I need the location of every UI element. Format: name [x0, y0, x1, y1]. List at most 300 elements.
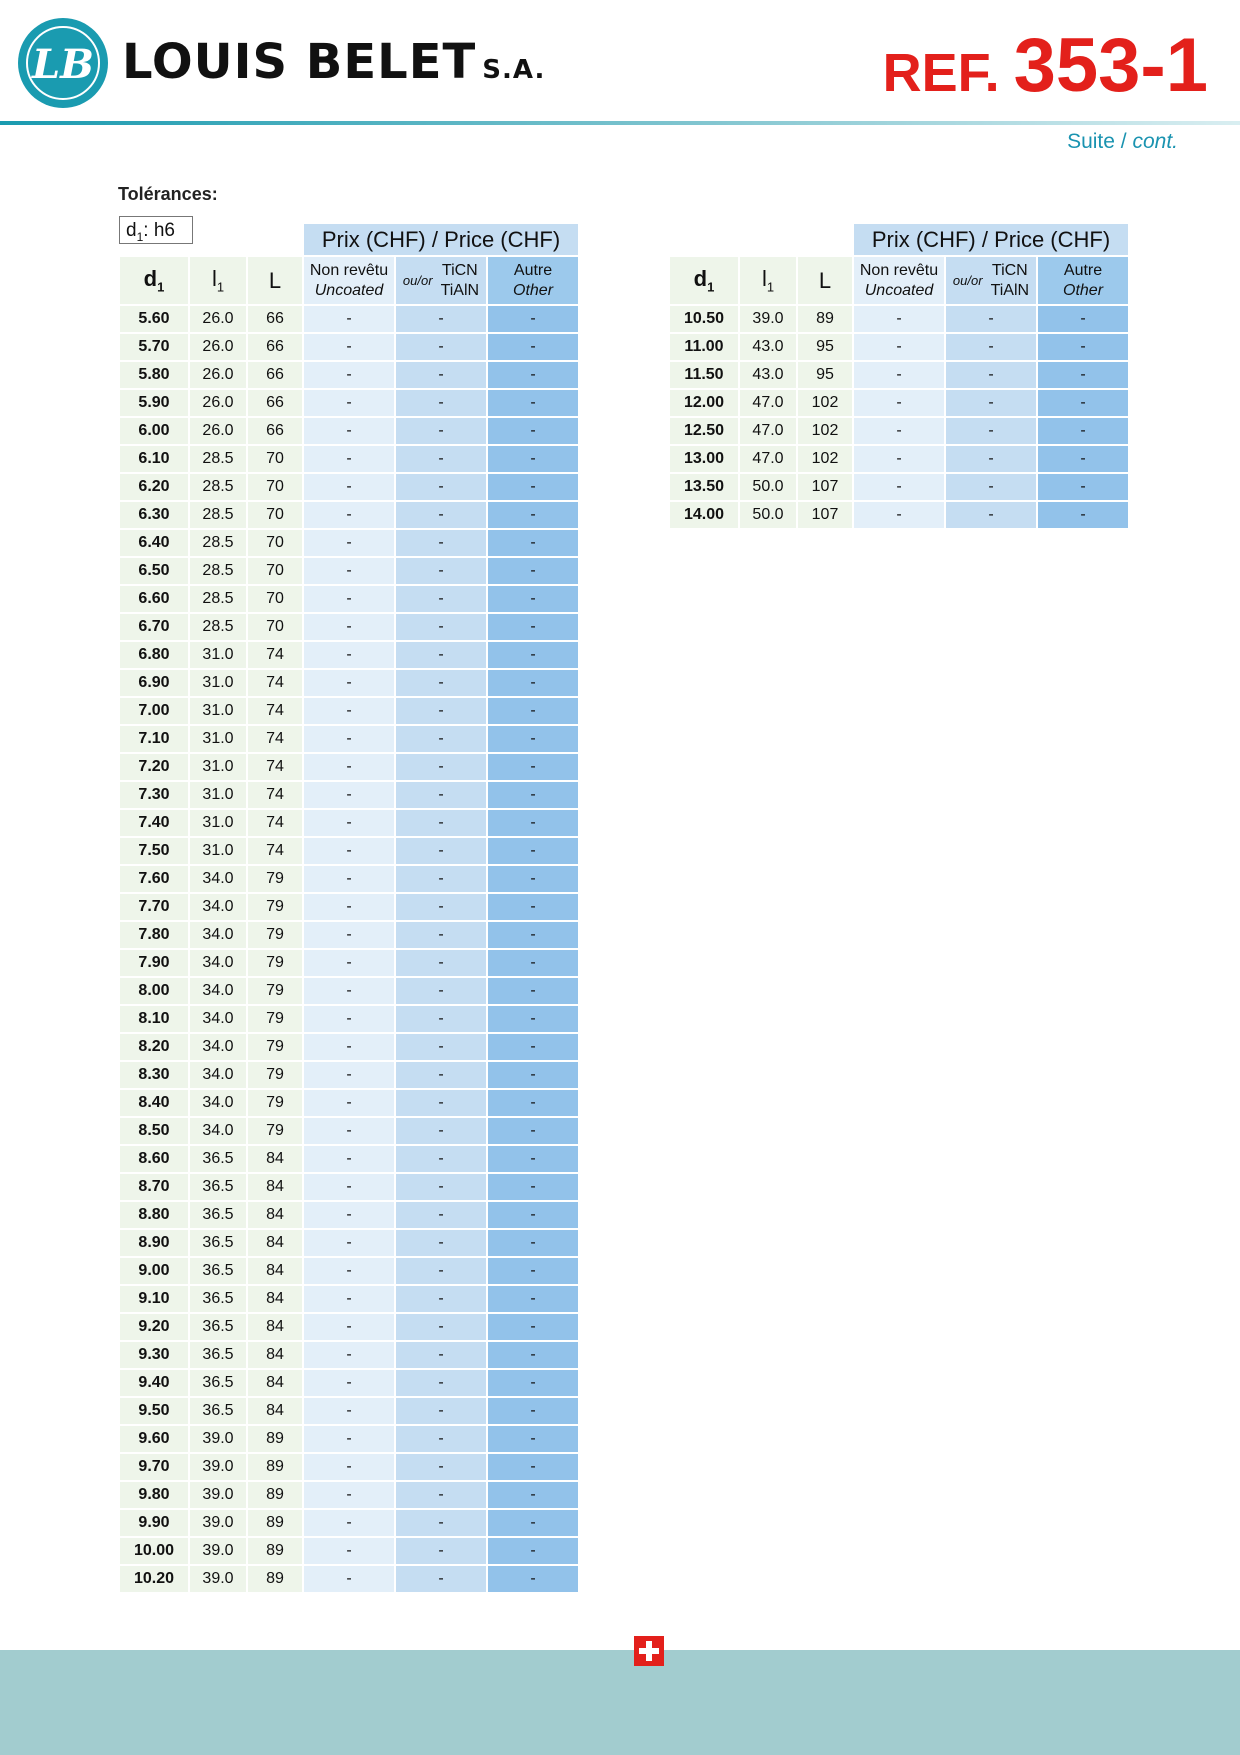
cell-price-other: -: [1038, 502, 1128, 528]
cell-l1: 31.0: [190, 726, 246, 752]
cell-price-coated: -: [396, 474, 486, 500]
cell-d1: 6.30: [120, 502, 188, 528]
cell-price-uncoated: -: [304, 726, 394, 752]
cell-price-uncoated: -: [304, 978, 394, 1004]
cell-price-coated: -: [946, 502, 1036, 528]
cell-price-coated: -: [396, 1566, 486, 1592]
cell-price-uncoated: -: [304, 782, 394, 808]
cell-l1: 31.0: [190, 782, 246, 808]
cell-price-coated: -: [396, 838, 486, 864]
cell-L: 84: [248, 1146, 302, 1172]
cell-price-uncoated: -: [304, 1034, 394, 1060]
table-row: [120, 306, 578, 332]
cell-price-uncoated: -: [304, 1398, 394, 1424]
cell-price-coated: -: [396, 1538, 486, 1564]
cell-price-uncoated: -: [304, 390, 394, 416]
cell-price-other: -: [488, 1370, 578, 1396]
cell-l1: 43.0: [740, 362, 796, 388]
cell-price-other: -: [488, 1258, 578, 1284]
cell-d1: 5.80: [120, 362, 188, 388]
table-row: [120, 978, 578, 1004]
price-header: Prix (CHF) / Price (CHF): [304, 224, 578, 255]
cell-price-uncoated: -: [304, 1426, 394, 1452]
cell-d1: 8.00: [120, 978, 188, 1004]
table-row: [120, 1146, 578, 1172]
cell-L: 84: [248, 1174, 302, 1200]
cell-price-uncoated: -: [304, 810, 394, 836]
cell-L: 79: [248, 978, 302, 1004]
cell-price-coated: -: [946, 390, 1036, 416]
cell-d1: 9.10: [120, 1286, 188, 1312]
dimension-table-right: [668, 222, 1130, 530]
table-row: [670, 502, 1128, 528]
cell-d1: 9.00: [120, 1258, 188, 1284]
ref-prefix: REF.: [882, 43, 1000, 103]
table-row: [120, 390, 578, 416]
suite-separator: /: [1114, 130, 1133, 153]
cell-l1: 26.0: [190, 306, 246, 332]
cell-L: 79: [248, 1034, 302, 1060]
l1-sub: 1: [216, 279, 225, 295]
cell-d1: 11.00: [670, 334, 738, 360]
cell-L: 79: [248, 1006, 302, 1032]
cell-price-uncoated: -: [304, 446, 394, 472]
cell-d1: 6.80: [120, 642, 188, 668]
cell-price-coated: -: [396, 390, 486, 416]
table-row: [120, 418, 578, 444]
cell-price-coated: -: [946, 446, 1036, 472]
cell-price-other: -: [488, 306, 578, 332]
cell-price-uncoated: -: [304, 334, 394, 360]
cell-L: 89: [798, 306, 852, 332]
cell-price-other: -: [488, 1062, 578, 1088]
cell-d1: 10.00: [120, 1538, 188, 1564]
cell-d1: 9.40: [120, 1370, 188, 1396]
column-header-other: [488, 257, 578, 304]
table-row: [120, 866, 578, 892]
table-row: [120, 1482, 578, 1508]
cell-l1: 26.0: [190, 362, 246, 388]
cell-price-other: -: [488, 1034, 578, 1060]
table-row: [120, 1090, 578, 1116]
logo-mark: [18, 18, 108, 108]
cell-l1: 26.0: [190, 390, 246, 416]
cell-price-other: -: [488, 362, 578, 388]
cell-price-other: -: [1038, 334, 1128, 360]
cell-price-coated: -: [396, 1454, 486, 1480]
cell-l1: 34.0: [190, 1090, 246, 1116]
cell-price-coated: -: [396, 446, 486, 472]
cell-price-coated: -: [946, 362, 1036, 388]
company-logo: [18, 18, 108, 108]
cell-price-coated: -: [396, 726, 486, 752]
l1-symbol: l: [211, 266, 217, 292]
cell-price-coated: -: [396, 418, 486, 444]
cell-d1: 5.70: [120, 334, 188, 360]
footer-band: [0, 1650, 1240, 1755]
cell-d1: 13.50: [670, 474, 738, 500]
cell-l1: 36.5: [190, 1258, 246, 1284]
cell-price-other: -: [488, 418, 578, 444]
cell-price-coated: -: [396, 586, 486, 612]
cell-l1: 34.0: [190, 1062, 246, 1088]
cell-price-uncoated: -: [854, 474, 944, 500]
cell-l1: 39.0: [190, 1510, 246, 1536]
cell-d1: 7.60: [120, 866, 188, 892]
cell-l1: 36.5: [190, 1286, 246, 1312]
column-header-other: [1038, 257, 1128, 304]
cell-price-coated: -: [396, 1370, 486, 1396]
table-row: [120, 334, 578, 360]
cell-d1: 8.80: [120, 1202, 188, 1228]
cell-L: 84: [248, 1342, 302, 1368]
cell-L: 102: [798, 418, 852, 444]
cell-d1: 10.50: [670, 306, 738, 332]
cell-price-uncoated: -: [854, 418, 944, 444]
cell-L: 79: [248, 922, 302, 948]
cell-price-coated: -: [396, 1174, 486, 1200]
cell-price-coated: -: [396, 1258, 486, 1284]
cell-d1: 12.00: [670, 390, 738, 416]
cell-d1: 7.40: [120, 810, 188, 836]
cell-L: 84: [248, 1370, 302, 1396]
cell-d1: 13.00: [670, 446, 738, 472]
cell-d1: 9.20: [120, 1314, 188, 1340]
cell-l1: 36.5: [190, 1230, 246, 1256]
cell-d1: 6.60: [120, 586, 188, 612]
tolerance-symbol: d: [126, 220, 137, 241]
cell-d1: 8.50: [120, 1118, 188, 1144]
cell-price-other: -: [488, 754, 578, 780]
cell-price-uncoated: -: [304, 1090, 394, 1116]
cell-L: 79: [248, 1118, 302, 1144]
table-row: [120, 1174, 578, 1200]
table-row: [670, 418, 1128, 444]
cell-L: 66: [248, 362, 302, 388]
table-row: [120, 1006, 578, 1032]
cell-L: 70: [248, 558, 302, 584]
cell-d1: 7.00: [120, 698, 188, 724]
cell-L: 66: [248, 306, 302, 332]
cell-L: 70: [248, 446, 302, 472]
cell-price-coated: -: [396, 1286, 486, 1312]
cell-L: 107: [798, 474, 852, 500]
cell-price-other: -: [488, 446, 578, 472]
other-en: Other: [513, 281, 554, 299]
cell-L: 66: [248, 418, 302, 444]
cell-price-other: -: [488, 698, 578, 724]
suite-en: cont.: [1132, 130, 1178, 153]
cell-price-coated: -: [396, 1342, 486, 1368]
cell-price-coated: -: [396, 894, 486, 920]
company-name: [122, 34, 545, 90]
cell-price-other: -: [488, 1426, 578, 1452]
cell-price-other: -: [488, 1118, 578, 1144]
cell-l1: 31.0: [190, 754, 246, 780]
cell-l1: 39.0: [190, 1538, 246, 1564]
table-row: [120, 586, 578, 612]
cell-l1: 36.5: [190, 1146, 246, 1172]
table-row: [670, 306, 1128, 332]
cell-l1: 50.0: [740, 474, 796, 500]
cell-l1: 31.0: [190, 810, 246, 836]
cell-l1: 36.5: [190, 1174, 246, 1200]
cell-L: 79: [248, 950, 302, 976]
cell-price-other: -: [488, 978, 578, 1004]
cell-price-coated: -: [396, 670, 486, 696]
cell-price-uncoated: -: [304, 922, 394, 948]
table-row: [120, 1566, 578, 1592]
tolerances-label: Tolérances:: [118, 184, 218, 204]
uncoated-fr: Non revêtu: [309, 261, 389, 279]
cell-l1: 47.0: [740, 418, 796, 444]
cell-price-coated: -: [396, 558, 486, 584]
suite-fr: Suite: [1067, 130, 1115, 153]
table-row: [120, 1230, 578, 1256]
table-row: [120, 698, 578, 724]
cell-L: 79: [248, 1090, 302, 1116]
cell-price-other: -: [488, 390, 578, 416]
cell-L: 102: [798, 390, 852, 416]
cell-l1: 28.5: [190, 614, 246, 640]
cell-L: 74: [248, 670, 302, 696]
cell-l1: 31.0: [190, 642, 246, 668]
cell-l1: 34.0: [190, 950, 246, 976]
cell-price-other: -: [488, 1146, 578, 1172]
cell-price-uncoated: -: [304, 894, 394, 920]
cell-l1: 34.0: [190, 866, 246, 892]
d1-symbol: d: [143, 266, 158, 292]
cell-l1: 36.5: [190, 1202, 246, 1228]
cell-l1: 36.5: [190, 1342, 246, 1368]
d1-sub: 1: [707, 279, 715, 295]
cell-L: 84: [248, 1258, 302, 1284]
cell-price-coated: -: [396, 1230, 486, 1256]
table-row: [120, 474, 578, 500]
cell-price-other: -: [488, 1286, 578, 1312]
continued-label: [1067, 130, 1178, 154]
cell-d1: 5.90: [120, 390, 188, 416]
cell-l1: 28.5: [190, 586, 246, 612]
cell-price-coated: -: [396, 530, 486, 556]
cell-d1: 8.70: [120, 1174, 188, 1200]
ou-or-label: ou/or: [402, 272, 433, 288]
cell-d1: 7.90: [120, 950, 188, 976]
cell-price-uncoated: -: [304, 502, 394, 528]
cell-price-other: -: [488, 1454, 578, 1480]
cell-L: 74: [248, 698, 302, 724]
table-row: [120, 1202, 578, 1228]
cell-L: 74: [248, 726, 302, 752]
cell-l1: 47.0: [740, 390, 796, 416]
cell-L: 89: [248, 1510, 302, 1536]
cell-price-other: -: [488, 922, 578, 948]
cell-l1: 28.5: [190, 502, 246, 528]
cell-price-other: -: [488, 558, 578, 584]
uncoated-fr: Non revêtu: [859, 261, 939, 279]
cell-L: 70: [248, 474, 302, 500]
cell-l1: 31.0: [190, 838, 246, 864]
cell-price-uncoated: -: [304, 670, 394, 696]
table-row: [120, 754, 578, 780]
table-body-left: [120, 306, 578, 1592]
cell-L: 89: [248, 1566, 302, 1592]
cell-price-uncoated: -: [854, 362, 944, 388]
other-fr: Autre: [513, 261, 553, 279]
column-header-l1: [740, 257, 796, 304]
cell-L: 84: [248, 1286, 302, 1312]
cell-l1: 28.5: [190, 530, 246, 556]
cell-price-other: -: [488, 1006, 578, 1032]
cell-price-uncoated: -: [304, 418, 394, 444]
table-row: [120, 1426, 578, 1452]
cell-price-other: -: [1038, 306, 1128, 332]
cell-l1: 43.0: [740, 334, 796, 360]
cell-L: 89: [248, 1426, 302, 1452]
cell-d1: 7.50: [120, 838, 188, 864]
cell-L: 79: [248, 866, 302, 892]
table-row: [120, 362, 578, 388]
column-header-d1: [120, 257, 188, 304]
cell-d1: 6.50: [120, 558, 188, 584]
cell-L: 95: [798, 334, 852, 360]
cell-price-coated: -: [946, 418, 1036, 444]
cell-d1: 12.50: [670, 418, 738, 444]
cell-l1: 31.0: [190, 698, 246, 724]
table-row: [670, 474, 1128, 500]
cell-price-other: -: [488, 838, 578, 864]
cell-price-coated: -: [396, 866, 486, 892]
cell-price-coated: -: [396, 334, 486, 360]
cell-l1: 36.5: [190, 1314, 246, 1340]
table-row: [120, 782, 578, 808]
cell-L: 74: [248, 754, 302, 780]
table-body-right: [670, 306, 1128, 528]
l1-sub: 1: [766, 279, 775, 295]
table-row: [120, 502, 578, 528]
cell-d1: 8.60: [120, 1146, 188, 1172]
table-row: [120, 1258, 578, 1284]
table-row: [120, 1342, 578, 1368]
cell-price-uncoated: -: [304, 1482, 394, 1508]
table-row: [120, 838, 578, 864]
cell-price-other: -: [488, 586, 578, 612]
column-header-L: L: [798, 257, 852, 304]
cell-d1: 7.20: [120, 754, 188, 780]
cell-price-other: -: [488, 1398, 578, 1424]
cell-l1: 36.5: [190, 1398, 246, 1424]
cell-price-uncoated: -: [304, 1118, 394, 1144]
table-row: [670, 362, 1128, 388]
cell-d1: 8.40: [120, 1090, 188, 1116]
cell-price-uncoated: -: [304, 698, 394, 724]
cell-price-other: -: [488, 1482, 578, 1508]
cell-l1: 39.0: [190, 1426, 246, 1452]
cell-price-coated: -: [396, 1006, 486, 1032]
cell-d1: 6.90: [120, 670, 188, 696]
cell-L: 89: [248, 1482, 302, 1508]
cell-L: 79: [248, 894, 302, 920]
table-row: [120, 558, 578, 584]
cell-price-uncoated: -: [304, 642, 394, 668]
table-row: [120, 1398, 578, 1424]
company-suffix: S.A.: [482, 55, 546, 85]
cell-L: 70: [248, 586, 302, 612]
cell-price-other: -: [1038, 446, 1128, 472]
cell-l1: 34.0: [190, 894, 246, 920]
cell-d1: 9.80: [120, 1482, 188, 1508]
cell-L: 107: [798, 502, 852, 528]
cell-d1: 14.00: [670, 502, 738, 528]
d1-sub: 1: [157, 279, 165, 295]
cell-price-uncoated: -: [304, 362, 394, 388]
table-row: [120, 1062, 578, 1088]
cell-price-other: -: [1038, 474, 1128, 500]
cell-L: 95: [798, 362, 852, 388]
cell-price-uncoated: -: [304, 1146, 394, 1172]
cell-L: 70: [248, 614, 302, 640]
cell-price-coated: -: [396, 1118, 486, 1144]
table-row: [120, 922, 578, 948]
table-row: [120, 1034, 578, 1060]
cell-price-coated: -: [396, 502, 486, 528]
d1-symbol: d: [693, 266, 708, 292]
cell-price-uncoated: -: [304, 950, 394, 976]
table-row: [120, 894, 578, 920]
cell-d1: 10.20: [120, 1566, 188, 1592]
cell-l1: 36.5: [190, 1370, 246, 1396]
cell-d1: 8.20: [120, 1034, 188, 1060]
cell-price-other: -: [488, 1202, 578, 1228]
table-row: [120, 642, 578, 668]
table-row: [670, 390, 1128, 416]
cell-d1: 8.30: [120, 1062, 188, 1088]
reference-number: [883, 22, 1208, 109]
cell-price-uncoated: -: [304, 1538, 394, 1564]
table-row: [120, 1454, 578, 1480]
cell-price-uncoated: -: [304, 1370, 394, 1396]
cell-price-other: -: [1038, 418, 1128, 444]
cell-price-coated: -: [946, 474, 1036, 500]
cell-price-coated: -: [946, 334, 1036, 360]
column-header-uncoated: [304, 257, 394, 304]
cell-price-other: -: [488, 1174, 578, 1200]
table-row: [120, 1538, 578, 1564]
cell-price-coated: -: [396, 1034, 486, 1060]
cell-d1: 9.50: [120, 1398, 188, 1424]
cell-L: 84: [248, 1314, 302, 1340]
tialn-label: TiAlN: [440, 281, 480, 299]
column-header-l1: [190, 257, 246, 304]
cell-price-coated: -: [396, 978, 486, 1004]
cell-price-other: -: [488, 950, 578, 976]
cell-d1: 7.30: [120, 782, 188, 808]
cell-L: 66: [248, 334, 302, 360]
cell-L: 89: [248, 1538, 302, 1564]
cell-price-uncoated: -: [854, 306, 944, 332]
cell-l1: 34.0: [190, 1006, 246, 1032]
cell-price-other: -: [488, 894, 578, 920]
table-row: [120, 670, 578, 696]
cell-price-uncoated: -: [304, 558, 394, 584]
cell-price-other: -: [488, 1342, 578, 1368]
header-divider: [0, 121, 1240, 125]
table-row: [120, 614, 578, 640]
cell-L: 74: [248, 782, 302, 808]
cell-price-uncoated: -: [304, 306, 394, 332]
table-row: [120, 446, 578, 472]
cell-l1: 28.5: [190, 558, 246, 584]
